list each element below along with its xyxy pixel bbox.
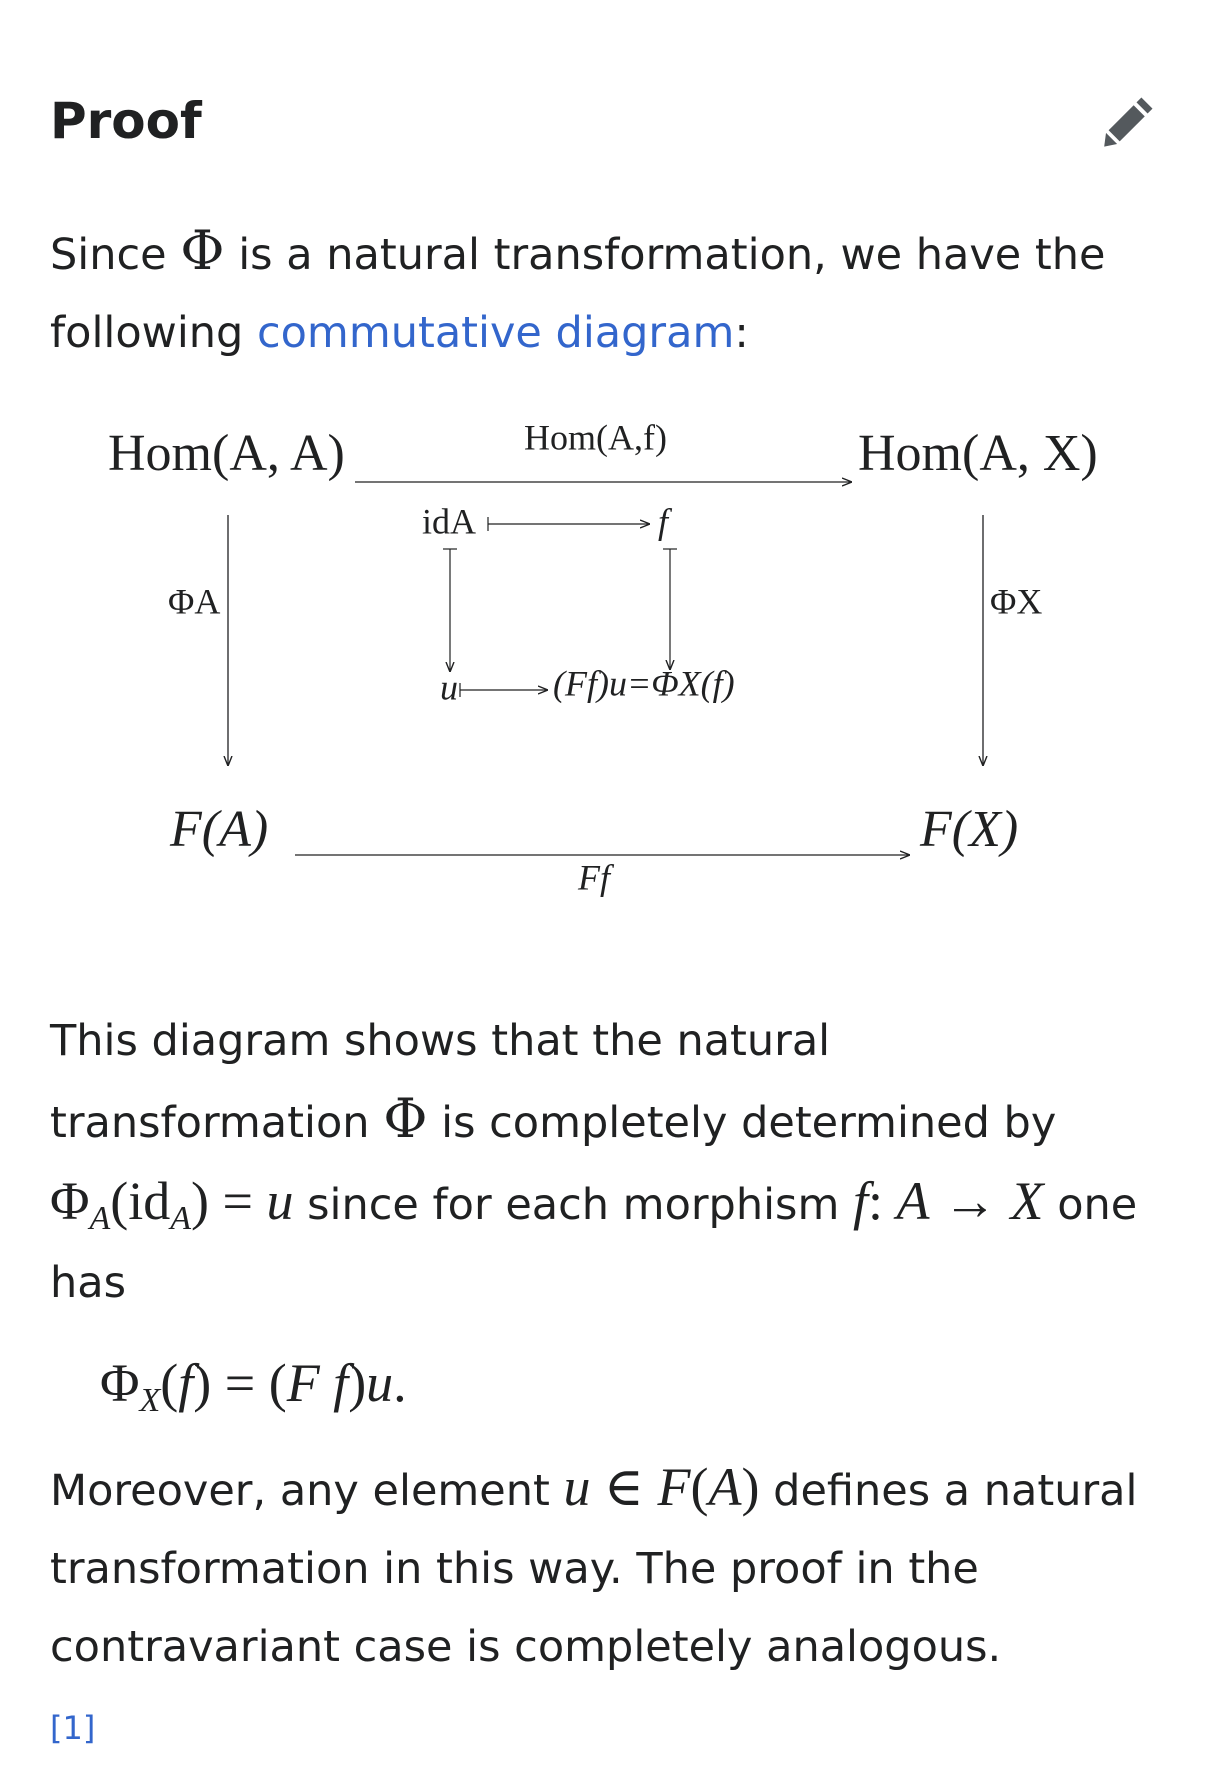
- inner-top-left: idA: [422, 501, 476, 542]
- phi-symbol: Φ: [180, 219, 225, 282]
- inner-bottom-right: (Ff)u=ΦX(f): [553, 663, 735, 704]
- pencil-icon: [1098, 90, 1160, 152]
- section-heading-row: [50, 88, 1160, 158]
- bottom-arrow-label: Ff: [578, 857, 610, 898]
- phi-a-id-equation: $\Phi_A(id_A) = u$: [50, 1171, 294, 1237]
- diagram-top-right: Hom(A, X): [858, 425, 1098, 482]
- citation-link[interactable]: [1]: [50, 1709, 96, 1747]
- commutative-diagram-link[interactable]: commutative diagram: [256, 308, 735, 358]
- display-equation: $\Phi_X(f) = (F$ f)u.: [100, 1353, 407, 1419]
- right-arrow-label: ΦX: [990, 581, 1043, 622]
- section-title: Proof: [50, 92, 202, 150]
- diagram-bottom-left: F(A): [170, 801, 269, 858]
- diagram-bottom-right: F(X): [920, 801, 1019, 858]
- inner-top-right: f: [658, 501, 669, 542]
- moreover-paragraph: Moreover, any element u ∈ F(A) defines a natural transformation in this way. The proof in the contravariant case is completely analogous. [1]: [50, 1457, 1138, 1747]
- edit-section-button[interactable]: [1098, 90, 1160, 152]
- diagram-top-left: Hom(A, A): [108, 425, 345, 482]
- intro-paragraph: Since Φ is a natural transformation, we have the following commutative diagram:: [50, 219, 1106, 358]
- left-arrow-label: ΦA: [168, 581, 221, 622]
- determination-paragraph: This diagram shows that the natural transformation Φ is completely determined by $\Phi_A(id_A) = u$ since for each morphism f: A → X one has: [50, 1016, 1138, 1308]
- top-arrow-label: Hom(A,f): [524, 417, 667, 458]
- commutative-diagram: [0, 400, 1206, 960]
- inner-bottom-left: u: [440, 667, 458, 708]
- element-u: u: [563, 1457, 591, 1517]
- morphism-f: f: [853, 1171, 869, 1231]
